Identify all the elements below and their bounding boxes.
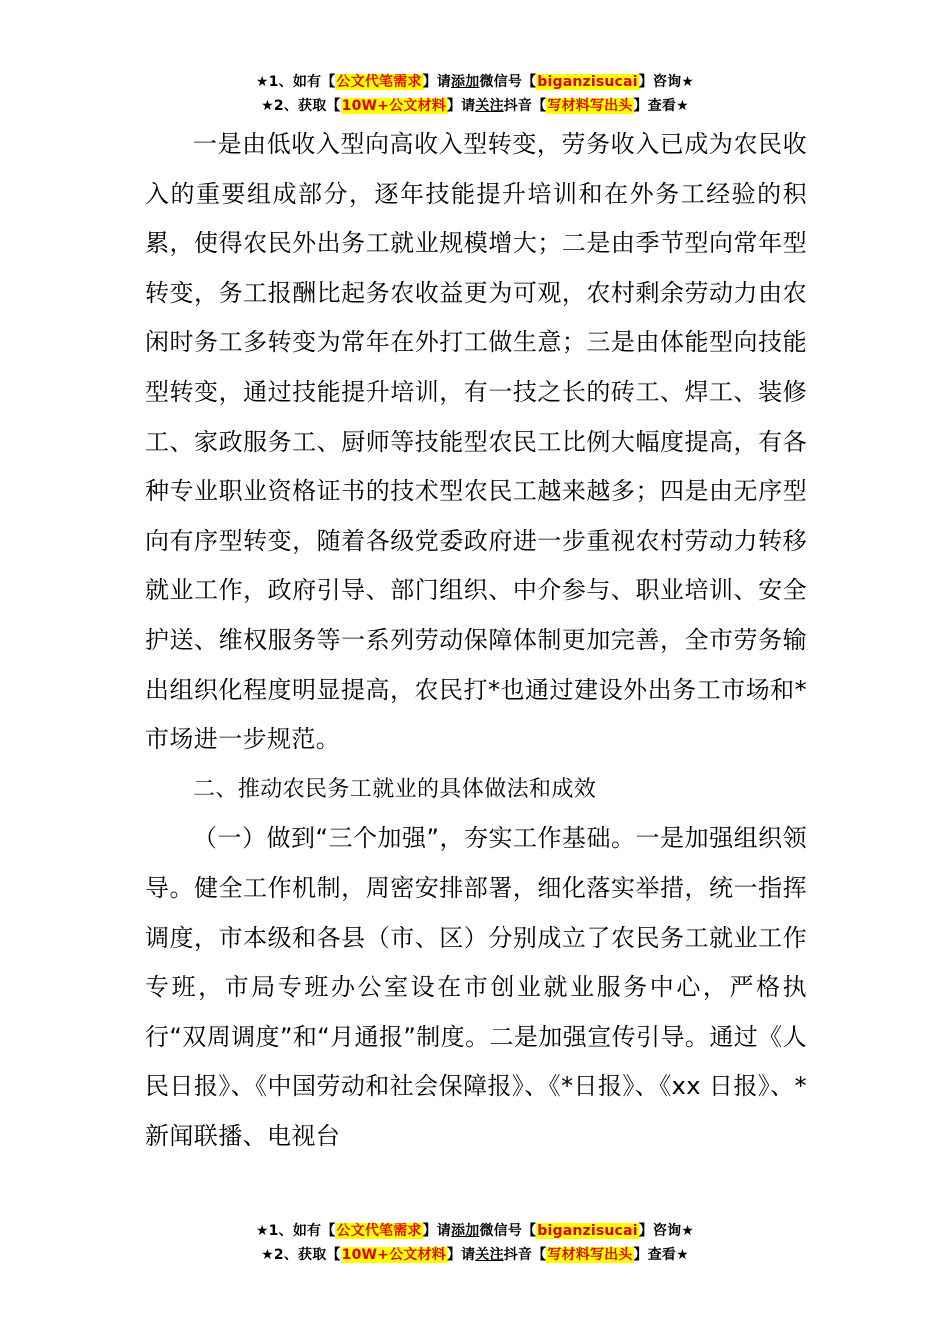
banner-text: ★1、如有【 [255, 74, 336, 90]
highlight-materials: 10W+公文材料 [341, 1247, 446, 1263]
banner-text: 】请 [446, 1247, 476, 1263]
banner-line-2 [0, 94, 950, 118]
banner-text: 】请 [446, 98, 476, 114]
header-banner [0, 70, 950, 118]
body-paragraph: 一是由低收入型向高收入型转变，劳务收入已成为农民收入的重要组成部分，逐年技能提升培训和在外务工经验的积累，使得农民外出务工就业规模增大；二是由季节型向常年型转变，务工报酬比起务农收益更为可观，农村剩余劳动力由农闲时务工多转变为常年在外打工做生意；三是由体能型向技能型转变，通过技能提升培训，有一技之长的砖工、焊工、装修工、家政服务工、厨师等技能型农民工比例大幅度提高，有各种专业职业资格证书的技术型农民工越来越多；四是由无序型向有序型转变，随着各级党委政府进一步重视农村劳动力转移就业工作，政府引导、部门组织、中介参与、职业培训、安全护送、维权服务等一系列劳动保障体制更加完善，全市劳务输出组织化程度明显提高，农民打*也通过建设外出务工市场和*市场进一步规范。 [145, 130, 807, 754]
banner-line-1 [0, 1219, 950, 1243]
section-heading: 二、推动农民务工就业的具体做法和成效 [193, 776, 597, 802]
banner-text: 抖音【 [503, 98, 547, 114]
highlight-wechat-id: biganzisucai [537, 74, 638, 90]
highlight-douyin: 写材料写出头 [547, 98, 633, 114]
banner-text: 微信号【 [479, 1223, 537, 1239]
highlight-service: 公文代笔需求 [336, 74, 422, 90]
banner-text: 抖音【 [503, 1247, 547, 1263]
banner-text: ★1、如有【 [255, 1223, 336, 1239]
banner-text: 】请 [422, 1223, 452, 1239]
underlined-text: 添加 [451, 1223, 480, 1239]
underlined-text: 关注 [475, 98, 504, 114]
banner-text: 】请 [422, 74, 452, 90]
document-body [145, 120, 807, 1161]
highlight-service: 公文代笔需求 [336, 1223, 422, 1239]
underlined-text: 添加 [451, 74, 480, 90]
banner-text: ★2、获取【 [261, 98, 341, 114]
banner-text: 】查看★ [633, 1247, 689, 1263]
banner-line-2 [0, 1243, 950, 1267]
banner-text: ★2、获取【 [261, 1247, 341, 1263]
banner-text: 】咨询★ [638, 74, 695, 90]
highlight-materials: 10W+公文材料 [341, 98, 446, 114]
highlight-douyin: 写材料写出头 [547, 1247, 633, 1263]
body-paragraph: （一）做到“三个加强”，夯实工作基础。一是加强组织领导。健全工作机制，周密安排部署，细化落实举措，统一指挥调度，市本级和各县（市、区）分别成立了农民务工就业工作专班，市局专班办公室设在市创业就业服务中心，严格执行“双周调度”和“月通报”制度。二是加强宣传引导。通过《人民日报》、《中国劳动和社会保障报》、《*日报》、《xx 日报》、*新闻联播、电视台 [145, 824, 807, 1150]
underlined-text: 关注 [475, 1247, 504, 1263]
banner-line-1 [0, 70, 950, 94]
banner-text: 微信号【 [479, 74, 537, 90]
highlight-wechat-id: biganzisucai [537, 1223, 638, 1239]
footer-banner [0, 1219, 950, 1267]
banner-text: 】咨询★ [638, 1223, 695, 1239]
banner-text: 】查看★ [633, 98, 689, 114]
